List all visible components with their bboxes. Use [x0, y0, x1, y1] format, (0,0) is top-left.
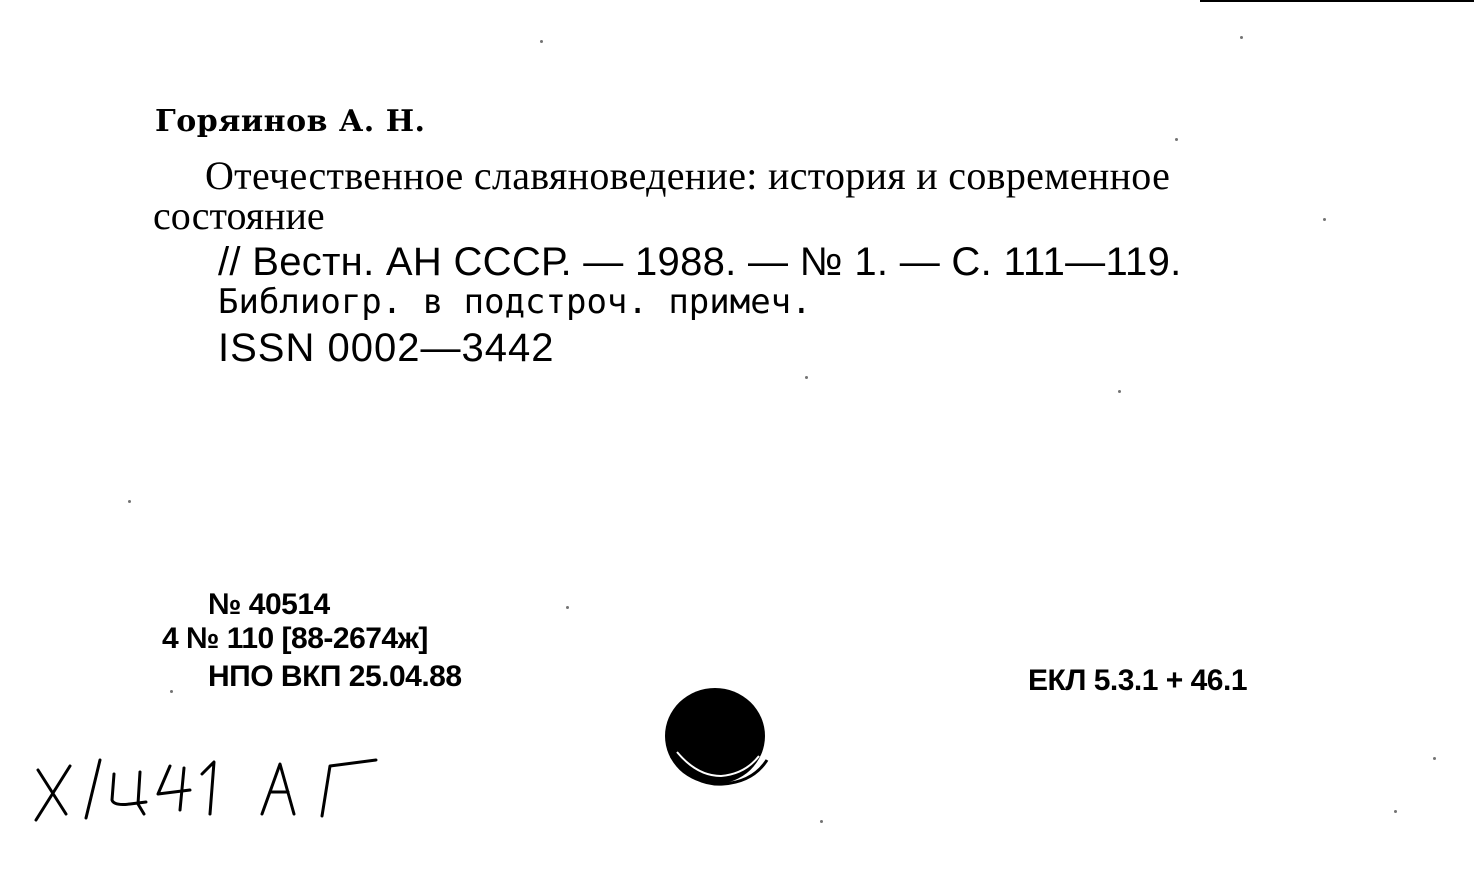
handwritten-shelf-mark [30, 748, 390, 828]
title-line-1: Отечественное славяноведение: история и современное [205, 153, 1171, 198]
dust-speck [1118, 390, 1121, 393]
publisher-date: НПО ВКП 25.04.88 [208, 660, 462, 693]
dust-speck [1433, 757, 1436, 760]
punch-hole [663, 686, 771, 796]
dust-speck [1240, 36, 1243, 39]
dust-speck [170, 690, 173, 693]
dust-speck [1323, 218, 1326, 221]
dust-speck [540, 40, 543, 43]
accession-number: № 40514 [208, 588, 330, 621]
dust-speck [1175, 138, 1178, 141]
author-name: Горяинов А. Н. [155, 104, 426, 139]
source-citation: // Вестн. АН СССР. — 1988. — № 1. — С. 111—119. [218, 240, 1182, 284]
dust-speck [566, 606, 569, 609]
dust-speck [128, 500, 131, 503]
bibliography-note: Библиогр. в подстроч. примеч. [218, 282, 812, 322]
title-line-2: состояние [153, 193, 325, 238]
dust-speck [805, 376, 808, 379]
card-top-edge [1200, 0, 1474, 2]
classification-index: ЕКЛ 5.3.1 + 46.1 [1028, 664, 1248, 697]
issn-number: ISSN 0002—3442 [218, 326, 555, 370]
order-code: 4 № 110 [88-2674ж] [162, 622, 428, 655]
dust-speck [1394, 810, 1397, 813]
dust-speck [820, 820, 823, 823]
